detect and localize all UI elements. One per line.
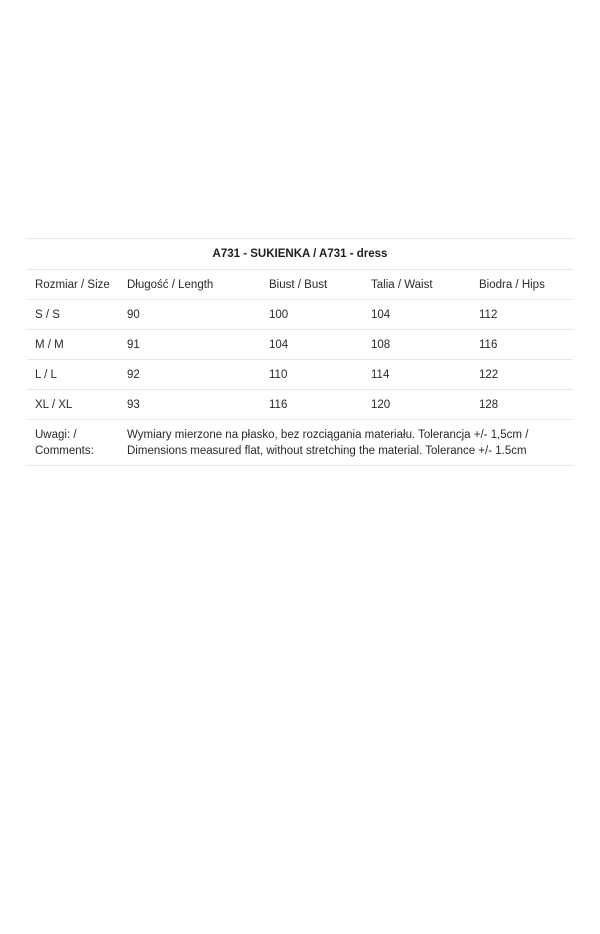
cell-waist: 114	[363, 360, 471, 390]
header-size: Rozmiar / Size	[27, 270, 119, 300]
cell-hips: 122	[471, 360, 573, 390]
table-title-row	[27, 239, 573, 270]
cell-hips: 128	[471, 390, 573, 420]
header-waist: Talia / Waist	[363, 270, 471, 300]
header-length: Długość / Length	[119, 270, 261, 300]
notes-text-line1: Wymiary mierzone na płasko, bez rozciągania materiału. Tolerancja +/- 1,5cm /	[127, 428, 529, 441]
notes-label	[27, 420, 119, 466]
notes-label-line1: Uwagi: /	[35, 428, 77, 441]
notes-text	[119, 420, 573, 466]
header-hips: Biodra / Hips	[471, 270, 573, 300]
table-row	[27, 330, 573, 360]
cell-length: 92	[119, 360, 261, 390]
size-chart-table	[27, 238, 573, 466]
notes-label-line2: Comments:	[35, 444, 94, 457]
cell-size: M / M	[27, 330, 119, 360]
cell-waist: 104	[363, 300, 471, 330]
cell-bust: 116	[261, 390, 363, 420]
cell-bust: 100	[261, 300, 363, 330]
header-bust: Biust / Bust	[261, 270, 363, 300]
cell-waist: 120	[363, 390, 471, 420]
notes-text-line2: Dimensions measured flat, without stretching the material. Tolerance +/- 1.5cm	[127, 444, 527, 457]
cell-hips: 116	[471, 330, 573, 360]
cell-waist: 108	[363, 330, 471, 360]
cell-length: 91	[119, 330, 261, 360]
header-row	[27, 270, 573, 300]
cell-length: 93	[119, 390, 261, 420]
notes-row	[27, 420, 573, 466]
cell-hips: 112	[471, 300, 573, 330]
cell-length: 90	[119, 300, 261, 330]
table-title: A731 - SUKIENKA / A731 - dress	[27, 239, 573, 270]
cell-size: S / S	[27, 300, 119, 330]
cell-bust: 104	[261, 330, 363, 360]
cell-size: L / L	[27, 360, 119, 390]
cell-size: XL / XL	[27, 390, 119, 420]
table-row	[27, 360, 573, 390]
table-row	[27, 300, 573, 330]
table-row	[27, 390, 573, 420]
cell-bust: 110	[261, 360, 363, 390]
